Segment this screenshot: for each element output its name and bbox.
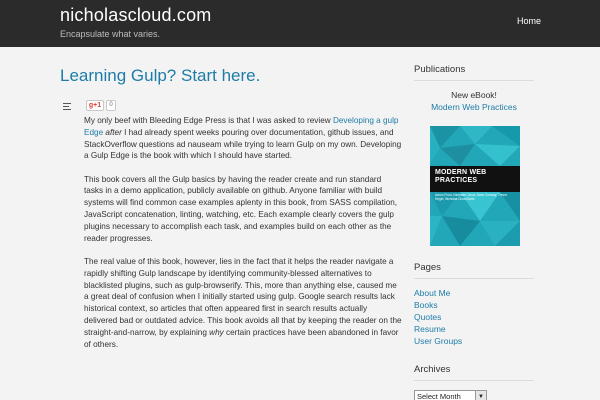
post-body: [84, 115, 402, 362]
archives-title: Archives: [414, 364, 534, 381]
promo-link[interactable]: Modern Web Practices: [431, 102, 517, 112]
post-format-icon: [63, 103, 71, 111]
site-tagline: Encapsulate what varies.: [60, 29, 161, 39]
post-title[interactable]: Learning Gulp? Start here.: [60, 66, 261, 85]
pages-list: [414, 287, 462, 347]
pages-title: Pages: [414, 262, 534, 279]
book-link[interactable]: Developing a gulp Edge: [84, 116, 399, 137]
page-link-user-groups[interactable]: User Groups: [414, 336, 463, 346]
google-plus-count: 0: [106, 100, 116, 111]
book-cover-image[interactable]: [430, 126, 520, 246]
book-title-band: MODERN WEB PRACTICES: [430, 166, 520, 192]
post-paragraph-2: This book covers all the Gulp basics by having the reader create and run standard tasks in a demo application, publicly available on github. Anyone familiar with build systems will find common case examples aplenty in this book, from SASS compilation, JavaScript concatenation, linting, watching, etc. Each example clearly covers the gulp plugins necessary to accomplish each task, and examples build on each other as the reader progresses.: [84, 174, 398, 243]
google-plus-button[interactable]: g+1: [86, 100, 104, 111]
site-title[interactable]: nicholascloud.com: [60, 5, 212, 25]
publications-title: Publications: [414, 64, 534, 81]
page-link-quotes[interactable]: Quotes: [414, 312, 442, 322]
page-link-about-me[interactable]: About Me: [414, 288, 451, 298]
book-authors: Aaron Frost, Nicholas Cloud, Dave Conway, Trevor Hegel, Nicholas Cloud Bolts: [435, 193, 508, 201]
post-paragraph-1: My only beef with Bleeding Edge Press is that I was asked to review Developing a gulp Edge after I had already spent weeks pouring over documentation, github issues, and StackOverflow questions ad nauseam while trying to learn Gulp on my own. Developing a Gulp Edge is the book with which I should have started.: [84, 116, 402, 161]
nav-home-link[interactable]: Home: [517, 16, 542, 26]
post-paragraph-3: The real value of this book, however, lies in the fact that it helps the reader navigate a rapidly shifting Gulp landscape by identifying community-blessed alternatives to blacklisted plugins, such as gulp-browserify. This, more than anything else, caused me a great deal of confusion when I initially started using gulp. Google search results lack historical context, so articles that often appeared first in search results actually delivered bad or outdated advice. This book avoids all that by keeping the reader on the straight-and-narrow, by explaining why certain practices have been abandoned in favor of others.: [84, 256, 402, 349]
promo-text: New eBook!: [451, 90, 497, 100]
archives-select[interactable]: Select Month ▼: [414, 390, 487, 400]
chevron-down-icon: ▼: [475, 391, 486, 400]
page-link-books[interactable]: Books: [414, 300, 438, 310]
site-header: [0, 0, 600, 47]
page-link-resume[interactable]: Resume: [414, 324, 446, 334]
